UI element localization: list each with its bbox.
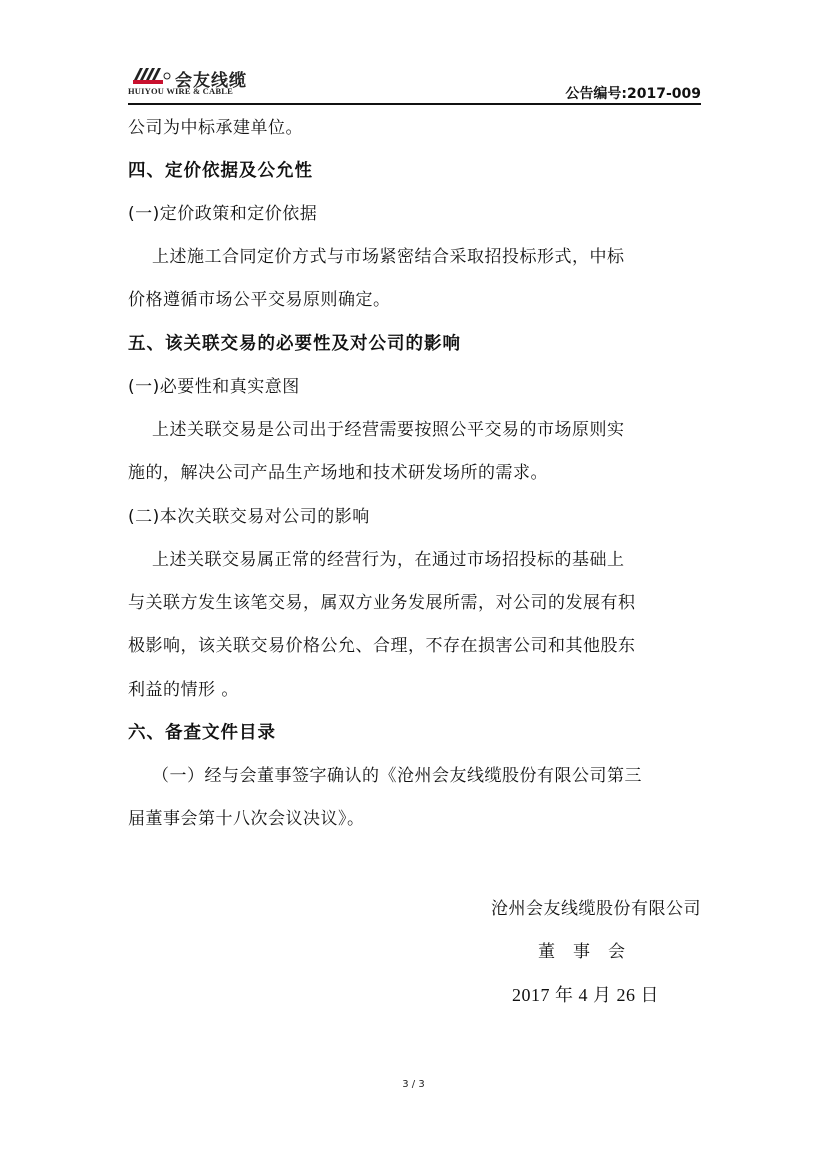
paragraph-line: 届董事会第十八次会议决议》。 xyxy=(128,809,365,829)
subsection-heading: (二)本次关联交易对公司的影响 xyxy=(128,507,370,527)
section-heading-6: 六、备查文件目录 xyxy=(128,723,276,743)
company-logo xyxy=(128,66,288,98)
paragraph-line: 上述关联交易属正常的经营行为，在通过市场招投标的基础上 xyxy=(152,550,625,570)
paragraph-line: （一）经与会董事签字确认的《沧州会友线缆股份有限公司第三 xyxy=(152,766,642,786)
section-heading-4: 四、定价依据及公允性 xyxy=(128,161,313,181)
logo-chinese-text: 会友线缆 xyxy=(175,71,247,91)
paragraph-line: 施的，解决公司产品生产场地和技术研发场所的需求。 xyxy=(128,463,548,483)
paragraph-line: 公司为中标承建单位。 xyxy=(128,118,303,138)
paragraph-line: 利益的情形 。 xyxy=(128,680,239,700)
section-heading-5: 五、该关联交易的必要性及对公司的影响 xyxy=(128,334,461,354)
header-rule xyxy=(128,103,701,105)
notice-number: 公告编号:2017-009 xyxy=(565,86,701,102)
subsection-heading: (一)定价政策和定价依据 xyxy=(128,204,318,224)
signature-company: 沧州会友线缆股份有限公司 xyxy=(491,899,701,919)
paragraph-line: 极影响，该关联交易价格公允、合理，不存在损害公司和其他股东 xyxy=(128,636,636,656)
subsection-heading: (一)必要性和真实意图 xyxy=(128,377,300,397)
logo-mark-icon xyxy=(132,66,172,86)
signature-board: 董 事 会 xyxy=(538,942,626,962)
paragraph-line: 上述关联交易是公司出于经营需要按照公平交易的市场原则实 xyxy=(152,420,625,440)
page-number: 3 / 3 xyxy=(402,1079,425,1090)
signature-date: 2017 年 4 月 26 日 xyxy=(512,985,659,1005)
page-header xyxy=(128,64,701,104)
logo-english-text: HUIYOU WIRE & CABLE xyxy=(128,86,233,96)
paragraph-line: 价格遵循市场公平交易原则确定。 xyxy=(128,290,391,310)
paragraph-line: 与关联方发生该笔交易，属双方业务发展所需，对公司的发展有积 xyxy=(128,593,636,613)
paragraph-line: 上述施工合同定价方式与市场紧密结合采取招投标形式，中标 xyxy=(152,247,625,267)
